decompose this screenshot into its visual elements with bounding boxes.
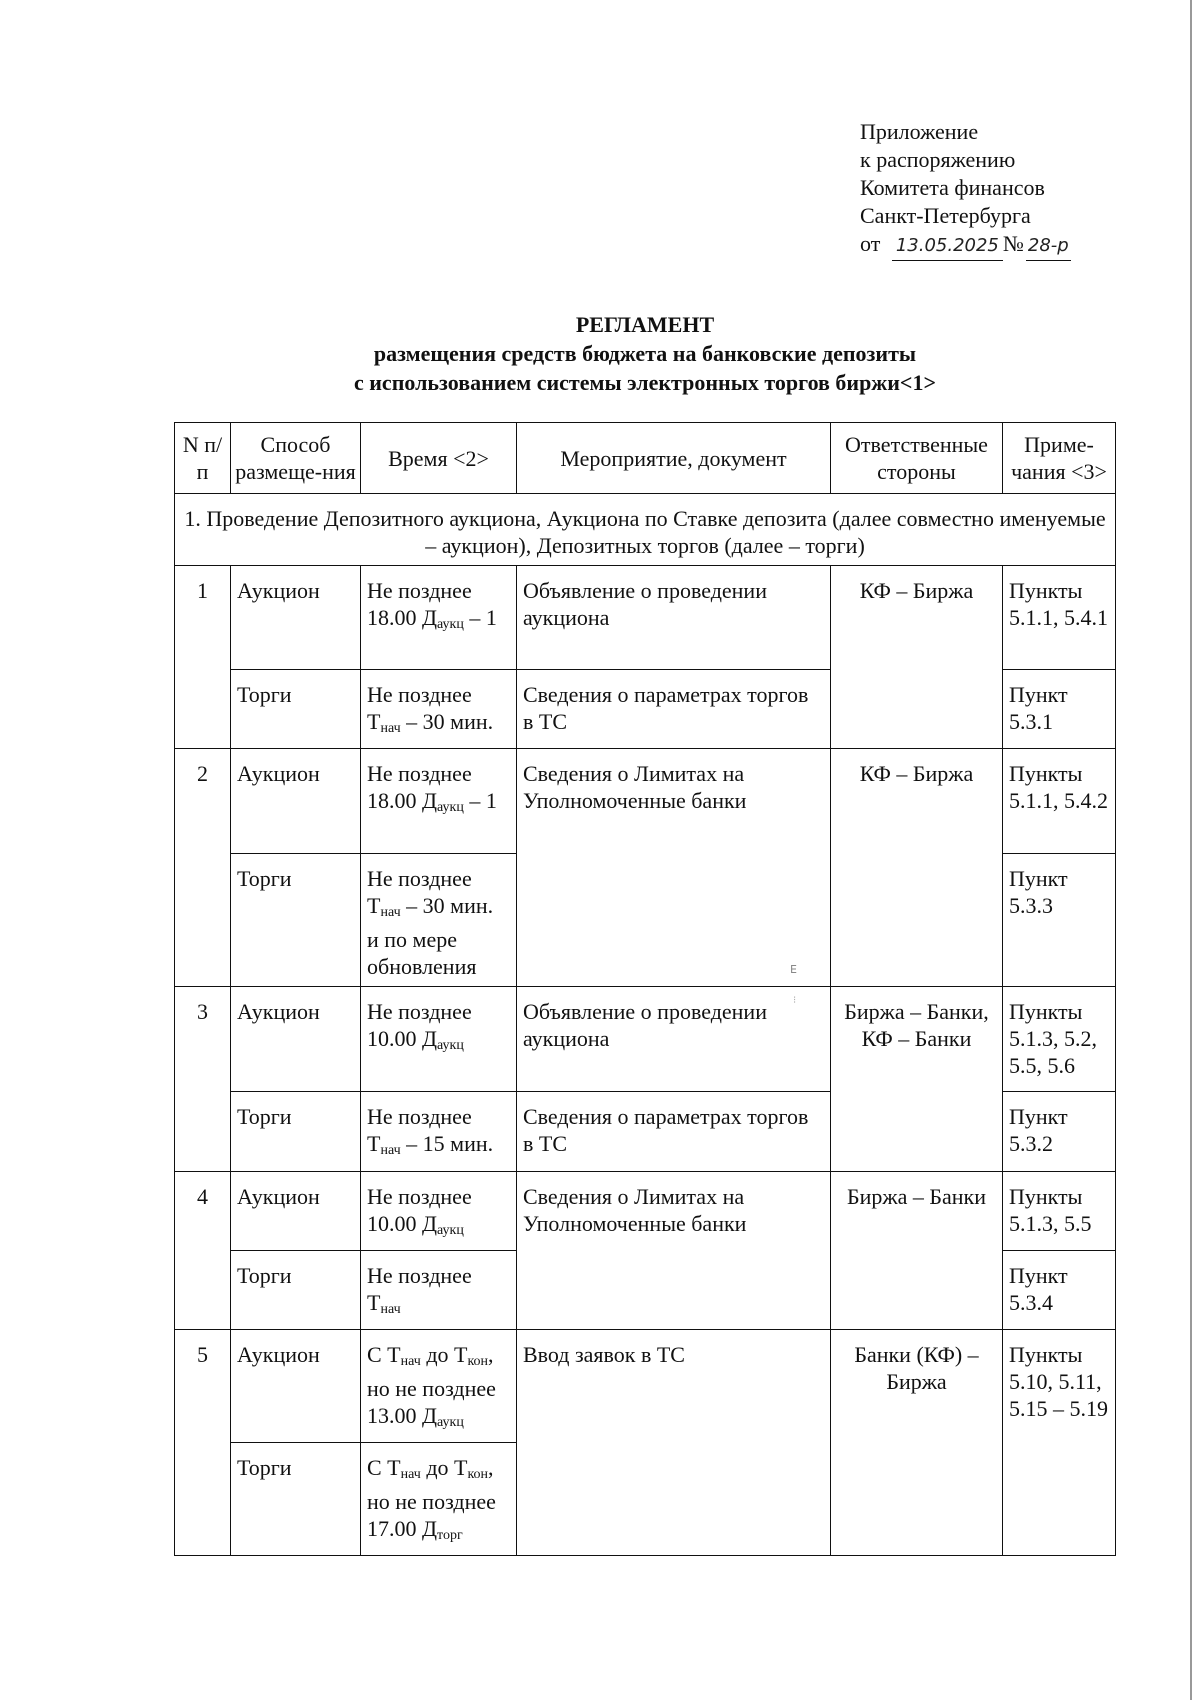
parties-cell: КФ – Биржа bbox=[831, 566, 1003, 749]
header-num: N п/п bbox=[175, 423, 231, 494]
method-cell: Аукцион bbox=[231, 749, 361, 854]
notes-cell: Пункт 5.3.4 bbox=[1003, 1251, 1116, 1330]
time-text: Не позднее bbox=[367, 866, 472, 891]
time-subscript: аукц bbox=[437, 1415, 464, 1430]
time-text: 17.00 Д bbox=[367, 1516, 438, 1541]
time-cell bbox=[361, 854, 517, 987]
time-subscript: аукц bbox=[437, 1223, 464, 1238]
scan-artifact: ⴹ bbox=[790, 964, 797, 976]
event-cell: Ввод заявок в ТС bbox=[517, 1330, 831, 1556]
time-text: Не позднее bbox=[367, 578, 472, 603]
time-text: 18.00 Д bbox=[367, 788, 438, 813]
time-cell bbox=[361, 1092, 517, 1172]
notes-cell: Пункты 5.1.3, 5.2, 5.5, 5.6 bbox=[1003, 987, 1116, 1092]
method-cell: Торги bbox=[231, 670, 361, 749]
from-label: от bbox=[860, 231, 881, 256]
scan-edge-line bbox=[1190, 0, 1192, 1700]
header-time: Время <2> bbox=[361, 423, 517, 494]
row-number: 1 bbox=[175, 566, 231, 749]
time-text: Не позднее bbox=[367, 761, 472, 786]
handwritten-date: 13.05.2025 bbox=[895, 235, 999, 256]
row-number: 2 bbox=[175, 749, 231, 987]
scan-artifact: ⁝ bbox=[793, 995, 797, 1006]
time-text: 10.00 Д bbox=[367, 1211, 438, 1236]
notes-cell: Пункт 5.3.1 bbox=[1003, 670, 1116, 749]
time-text: Не позднее bbox=[367, 999, 472, 1024]
table-row bbox=[175, 1172, 1116, 1251]
appendix-date-line bbox=[860, 230, 1071, 261]
title-line: с использованием системы электронных торгов биржи<1> bbox=[353, 370, 937, 395]
notes-cell: Пункт 5.3.2 bbox=[1003, 1092, 1116, 1172]
header-notes: Приме-чания <3> bbox=[1003, 423, 1116, 494]
time-text: Не позднее bbox=[367, 1184, 472, 1209]
table-row bbox=[175, 1330, 1116, 1443]
time-text: , bbox=[488, 1455, 494, 1480]
parties-cell: Банки (КФ) – Биржа bbox=[831, 1330, 1003, 1556]
event-cell: Сведения о параметрах торгов в ТС bbox=[517, 670, 831, 749]
time-subscript: нач bbox=[400, 1354, 421, 1369]
row-number: 3 bbox=[175, 987, 231, 1172]
appendix-line: Приложение bbox=[860, 119, 979, 144]
table-row bbox=[175, 566, 1116, 670]
time-text: – 30 мин. bbox=[400, 893, 494, 918]
time-cell bbox=[361, 749, 517, 854]
time-text: – 1 bbox=[463, 605, 497, 630]
section-title: 1. Проведение Депозитного аукциона, Аукциона по Ставке депозита (далее совместно именуемые – аукцион), Депозитных торгов (далее – торги) bbox=[175, 494, 1116, 566]
notes-cell: Пункты 5.10, 5.11, 5.15 – 5.19 bbox=[1003, 1330, 1116, 1556]
title-line: РЕГЛАМЕНТ bbox=[575, 312, 715, 337]
time-text: и по мере обновления bbox=[367, 927, 477, 979]
time-text: но не позднее bbox=[367, 1489, 496, 1514]
date-field bbox=[892, 230, 1003, 261]
event-cell: Сведения о параметрах торгов в ТС bbox=[517, 1092, 831, 1172]
header-method: Способ размеще-ния bbox=[231, 423, 361, 494]
time-text: – 1 bbox=[463, 788, 497, 813]
method-cell: Аукцион bbox=[231, 1330, 361, 1443]
document-title bbox=[0, 310, 1200, 397]
time-text: 10.00 Д bbox=[367, 1026, 438, 1051]
time-subscript: нач bbox=[380, 905, 401, 920]
time-text: – 15 мин. bbox=[400, 1131, 494, 1156]
appendix-line: Санкт-Петербурга bbox=[860, 203, 1031, 228]
notes-cell: Пункты 5.1.3, 5.5 bbox=[1003, 1172, 1116, 1251]
number-field bbox=[1026, 230, 1071, 261]
time-cell bbox=[361, 670, 517, 749]
time-subscript: торг bbox=[437, 1528, 463, 1543]
number-label: № bbox=[1002, 231, 1024, 256]
method-cell: Торги bbox=[231, 1092, 361, 1172]
event-cell: Объявление о проведении аукциона bbox=[517, 987, 831, 1092]
time-text: 18.00 Д bbox=[367, 605, 438, 630]
header-event: Мероприятие, документ bbox=[517, 423, 831, 494]
event-cell: Сведения о Лимитах на Уполномоченные банки bbox=[517, 749, 831, 987]
time-text: Не позднее bbox=[367, 682, 472, 707]
method-cell: Аукцион bbox=[231, 987, 361, 1092]
time-subscript: кон bbox=[467, 1354, 489, 1369]
time-cell bbox=[361, 1172, 517, 1251]
time-text: Т bbox=[367, 709, 381, 734]
time-text: Т bbox=[367, 893, 381, 918]
section-row bbox=[175, 494, 1116, 566]
time-subscript: аукц bbox=[437, 800, 464, 815]
time-subscript: аукц bbox=[437, 617, 464, 632]
event-cell: Объявление о проведении аукциона bbox=[517, 566, 831, 670]
parties-cell: Биржа – Банки, КФ – Банки bbox=[831, 987, 1003, 1172]
time-subscript: нач bbox=[380, 1302, 401, 1317]
time-subscript: нач bbox=[380, 721, 401, 736]
time-cell bbox=[361, 566, 517, 670]
time-text: но не позднее bbox=[367, 1376, 496, 1401]
method-cell: Торги bbox=[231, 854, 361, 987]
time-text: Не позднее bbox=[367, 1104, 472, 1129]
handwritten-number: 28-р bbox=[1027, 235, 1069, 256]
appendix-line: Комитета финансов bbox=[860, 175, 1045, 200]
regulation-table bbox=[174, 422, 1116, 1556]
time-subscript: нач bbox=[400, 1467, 421, 1482]
time-cell bbox=[361, 1251, 517, 1330]
time-text: Т bbox=[367, 1290, 381, 1315]
title-line: размещения средств бюджета на банковские депозиты bbox=[373, 341, 917, 366]
time-cell bbox=[361, 1443, 517, 1556]
time-text: Не позднее bbox=[367, 1263, 472, 1288]
time-text: С Т bbox=[367, 1455, 401, 1480]
method-cell: Аукцион bbox=[231, 566, 361, 670]
time-subscript: аукц bbox=[437, 1038, 464, 1053]
table-row bbox=[175, 987, 1116, 1092]
table-header-row bbox=[175, 423, 1116, 494]
time-subscript: кон bbox=[467, 1467, 489, 1482]
time-cell bbox=[361, 987, 517, 1092]
method-cell: Торги bbox=[231, 1251, 361, 1330]
time-text: до Т bbox=[420, 1455, 468, 1480]
time-text: – 30 мин. bbox=[400, 709, 494, 734]
notes-cell: Пункты 5.1.1, 5.4.2 bbox=[1003, 749, 1116, 854]
time-text: , bbox=[488, 1342, 494, 1367]
header-parties: Ответственные стороны bbox=[831, 423, 1003, 494]
time-text: 13.00 Д bbox=[367, 1403, 438, 1428]
event-cell: Сведения о Лимитах на Уполномоченные банки bbox=[517, 1172, 831, 1330]
time-text: до Т bbox=[420, 1342, 468, 1367]
time-text: Т bbox=[367, 1131, 381, 1156]
table-row bbox=[175, 749, 1116, 854]
time-text: С Т bbox=[367, 1342, 401, 1367]
notes-cell: Пункт 5.3.3 bbox=[1003, 854, 1116, 987]
time-cell bbox=[361, 1330, 517, 1443]
appendix-line: к распоряжению bbox=[860, 147, 1016, 172]
method-cell: Торги bbox=[231, 1443, 361, 1556]
time-subscript: нач bbox=[380, 1143, 401, 1158]
appendix-block bbox=[860, 118, 1071, 261]
notes-cell: Пункты 5.1.1, 5.4.1 bbox=[1003, 566, 1116, 670]
parties-cell: Биржа – Банки bbox=[831, 1172, 1003, 1330]
parties-cell: КФ – Биржа bbox=[831, 749, 1003, 987]
row-number: 5 bbox=[175, 1330, 231, 1556]
method-cell: Аукцион bbox=[231, 1172, 361, 1251]
row-number: 4 bbox=[175, 1172, 231, 1330]
